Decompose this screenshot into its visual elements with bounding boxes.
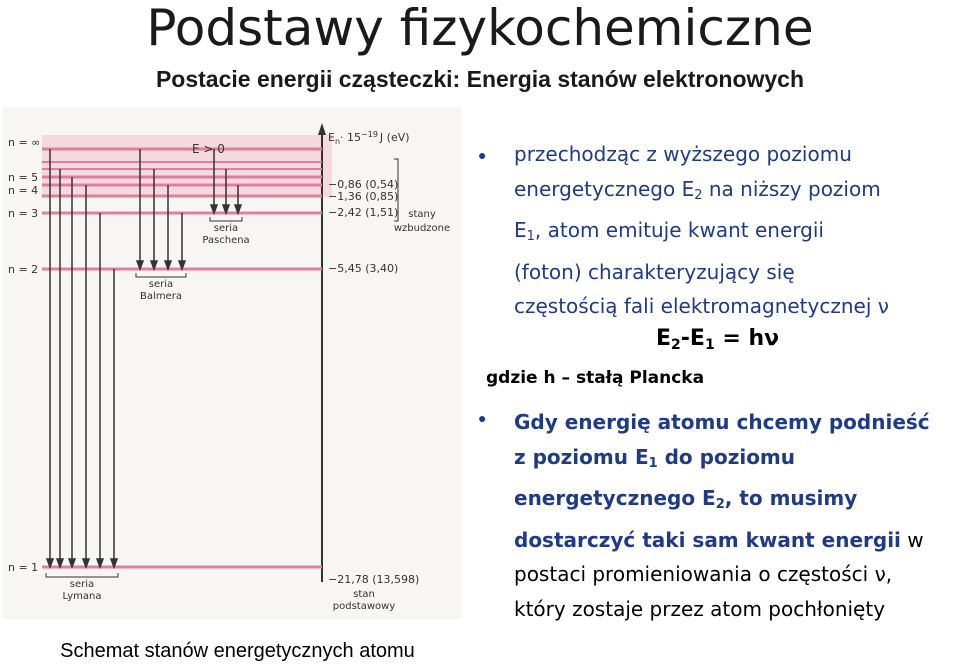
p2-line4: dostarczyć taki sam kwant energii w xyxy=(514,527,924,552)
level-label-1: n = 1 xyxy=(8,561,39,574)
axis-label: $E_n\cdot 15^{-19}$ J (eV) xyxy=(328,130,410,146)
paragraph-absorption xyxy=(514,405,930,626)
planck-formula: $E_2-E_1 = h\nu$ xyxy=(656,326,780,353)
level-label-4: n = 4 xyxy=(8,184,39,197)
p1-line2: energetycznego $E_2$ na niższy poziom xyxy=(514,176,881,203)
balmer-label-1: seria xyxy=(148,279,174,290)
energy-value-4: −1,36 (0,85) xyxy=(328,190,399,203)
level-label-5: n = 5 xyxy=(8,171,39,184)
level-label-2: n = 2 xyxy=(8,263,39,276)
planck-note: gdzie h – stałą Plancka xyxy=(486,368,705,388)
energy-level-svg xyxy=(2,107,462,619)
p1-line1: przechodząc z wyższego poziomu xyxy=(514,142,852,166)
energy-value-3: −2,42 (1,51) xyxy=(328,206,399,219)
p1-line4: (foton) charakteryzujący się xyxy=(514,259,795,284)
balmer-label-2: Balmera xyxy=(140,291,182,302)
p2-line1: Gdy energię atomu chcemy podnieść xyxy=(514,410,930,434)
series-brackets xyxy=(46,159,398,577)
paschen-label-2: Paschena xyxy=(202,235,250,246)
level-lines xyxy=(42,149,322,567)
ground-label-1: stan xyxy=(353,589,375,600)
page-subtitle: Postacie energii cząsteczki: Energia stanów elektronowych xyxy=(155,66,805,92)
continuum-label: E > 0 xyxy=(192,142,225,156)
diagram-caption: Schemat stanów energetycznych atomu xyxy=(60,640,415,662)
excited-label-2: wzbudzone xyxy=(393,223,451,234)
energy-level-diagram xyxy=(2,107,462,619)
level-label-3: n = 3 xyxy=(8,207,39,220)
p2-line3: energetycznego $E_2$, to musimy xyxy=(514,486,858,512)
p1-line3: $E_1$, atom emituje kwant energii xyxy=(514,218,824,244)
page-title: Podstawy fizykochemiczne xyxy=(146,0,814,57)
p2-line6: który zostaje przez atom pochłonięty xyxy=(514,596,886,621)
energy-value-1: −21,78 (13,598) xyxy=(328,573,420,586)
ground-label-2: podstawowy xyxy=(332,601,396,612)
axis-arrow xyxy=(318,123,326,135)
energy-value-5: −0,86 (0,54) xyxy=(328,178,399,191)
paragraph-emission xyxy=(514,137,889,324)
excited-label-1: stany xyxy=(408,209,436,220)
p1-line5: częstością fali elektromagnetycznej ν xyxy=(514,294,889,318)
p2-line2: z poziomu $E_1$ do poziomu xyxy=(514,444,796,471)
lyman-label-2: Lymana xyxy=(62,591,102,602)
energy-value-2: −5,45 (3,40) xyxy=(328,262,399,275)
level-label-inf: n = ∞ xyxy=(8,136,41,149)
bullet-2: ● xyxy=(478,410,487,426)
lyman-label-1: seria xyxy=(69,579,95,590)
bullet-1: ● xyxy=(478,147,487,163)
p2-line5: postaci promieniowania o częstości ν, xyxy=(514,562,893,586)
paschen-label-1: seria xyxy=(213,223,239,234)
